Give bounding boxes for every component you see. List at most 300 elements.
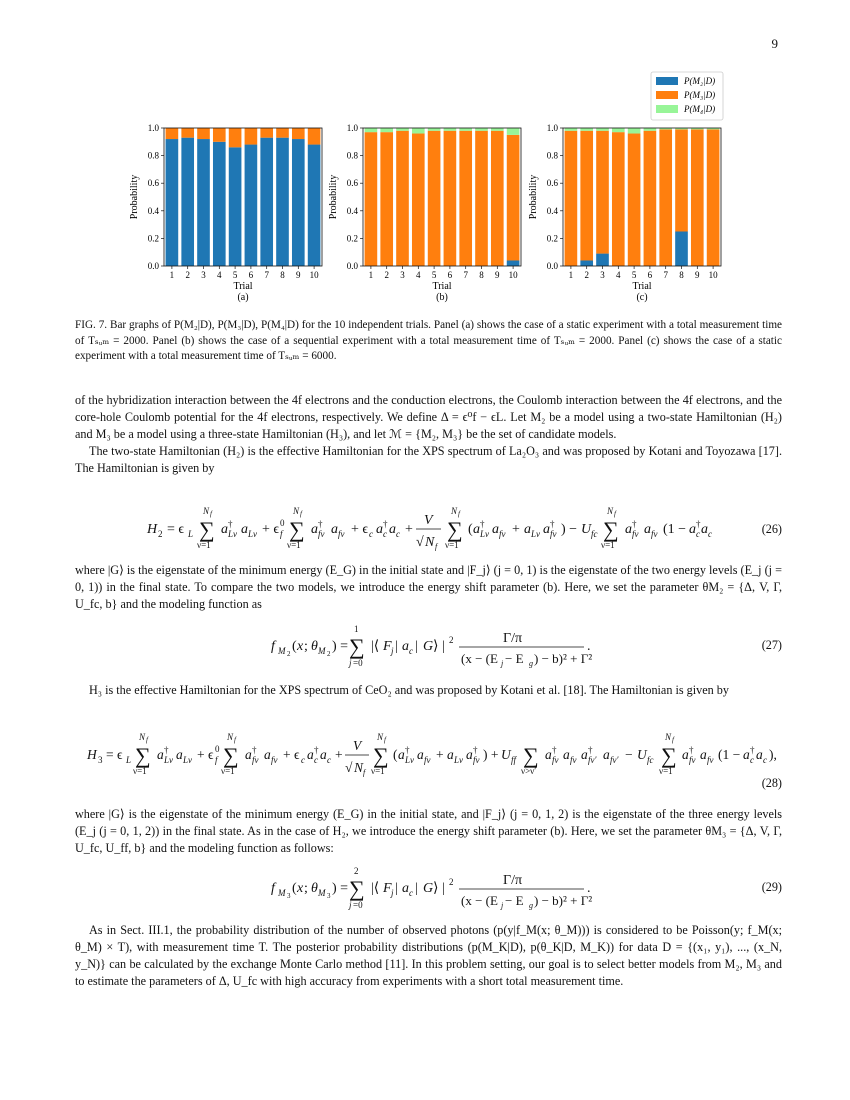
paragraph-3 bbox=[75, 682, 782, 699]
bar bbox=[659, 129, 672, 266]
svg-text:j: j bbox=[349, 658, 352, 668]
svg-text:a: a bbox=[245, 747, 252, 762]
bar bbox=[213, 142, 226, 266]
svg-text:†: † bbox=[318, 519, 323, 529]
svg-text:Lν: Lν bbox=[405, 755, 414, 765]
bar bbox=[396, 131, 409, 266]
svg-text:Lν: Lν bbox=[480, 529, 489, 539]
svg-text:g: g bbox=[529, 901, 533, 910]
svg-text:c: c bbox=[708, 529, 712, 539]
y-tick-label: 0.4 bbox=[546, 205, 558, 216]
svg-text:) =: ) = bbox=[332, 881, 349, 896]
x-tick-label: 4 bbox=[416, 270, 421, 280]
x-tick-label: 2 bbox=[185, 270, 190, 280]
svg-text:N: N bbox=[451, 506, 458, 516]
bar bbox=[675, 232, 688, 267]
x-tick-label: 7 bbox=[264, 270, 269, 280]
x-tick-label: 9 bbox=[495, 270, 500, 280]
x-tick-label: 4 bbox=[217, 270, 222, 280]
bar bbox=[197, 139, 210, 266]
svg-text:3: 3 bbox=[98, 755, 103, 765]
bar bbox=[612, 128, 625, 132]
svg-text:fν: fν bbox=[318, 529, 325, 539]
svg-text:Lν: Lν bbox=[531, 529, 540, 539]
x-tick-label: 1 bbox=[169, 270, 175, 280]
svg-text:a: a bbox=[402, 639, 409, 654]
svg-text:M: M bbox=[278, 646, 286, 656]
x-axis-label: Trial bbox=[632, 281, 652, 292]
bar bbox=[691, 129, 704, 266]
bar bbox=[580, 131, 593, 261]
svg-text:a: a bbox=[466, 747, 473, 762]
y-axis-label: Probability bbox=[129, 174, 140, 220]
svg-text:a: a bbox=[402, 881, 409, 896]
x-tick-label: 9 bbox=[695, 270, 700, 280]
legend-label: P(M₂|D) bbox=[684, 76, 716, 86]
svg-text:a: a bbox=[524, 522, 531, 537]
svg-text:a: a bbox=[311, 522, 318, 537]
svg-text:f: f bbox=[384, 736, 386, 744]
svg-text:N: N bbox=[377, 732, 384, 742]
x-tick-label: 6 bbox=[248, 270, 254, 280]
bar bbox=[276, 128, 289, 138]
x-axis-label: Trial bbox=[233, 281, 253, 292]
svg-text:a: a bbox=[644, 522, 651, 537]
svg-text:Lν: Lν bbox=[248, 529, 257, 539]
svg-text:fν: fν bbox=[707, 755, 714, 765]
svg-text:⟩ |: ⟩ | bbox=[433, 639, 445, 654]
svg-text:j: j bbox=[501, 901, 504, 910]
svg-text:+ ϵ: + ϵ bbox=[283, 747, 300, 762]
svg-text:= ϵ: = ϵ bbox=[167, 522, 185, 537]
paragraph-text: of the hybridization interaction between the 4f electrons and the conduction electrons, the Coulomb interaction between the 4f electrons, and the core-hole Coulomb potential for the 4f electrons, respectively. We define Δ = ϵ⁰f − ϵL. Let M₂ be a model using a two-state Hamiltonian (H₂) and M₃ be a model using a three-state Hamiltonian (H₃), and let ℳ = {M₂, M₃} be the set of candidate models. bbox=[75, 393, 782, 441]
svg-text:fν′: fν′ bbox=[610, 755, 619, 765]
x-tick-label: 5 bbox=[232, 270, 238, 280]
page-number: 9 bbox=[771, 36, 778, 51]
paragraph-text: where |G⟩ is the eigenstate of the minimum energy (E_G) in the initial state, and |F_j⟩ (j = 0, 1, 2) is the eigenstate of the three energy levels (E_j (j = 0, 1, 2)) in the final state. As in the case of H₂, we introduce the energy shift parameter (b). Here, we set the parameter θM₃ = {Δ, V, Γ, U_fc, U_ff, b} and the modeling function as follows: bbox=[75, 807, 782, 855]
svg-text:0: 0 bbox=[215, 744, 220, 754]
svg-text:f: f bbox=[210, 510, 212, 518]
bar bbox=[292, 139, 305, 266]
bar bbox=[260, 138, 273, 266]
bar bbox=[707, 129, 720, 266]
svg-text:f: f bbox=[234, 736, 236, 744]
svg-text:†: † bbox=[405, 745, 410, 755]
bar bbox=[596, 254, 609, 266]
svg-text:N: N bbox=[354, 760, 364, 775]
svg-text:;: ; bbox=[304, 881, 308, 896]
svg-text:M: M bbox=[318, 646, 326, 656]
legend-label: P(M₃|D) bbox=[684, 90, 716, 100]
svg-text:θ: θ bbox=[311, 881, 318, 896]
equation-number: (29) bbox=[761, 880, 782, 894]
svg-text:Lν: Lν bbox=[228, 529, 237, 539]
svg-text:fν: fν bbox=[552, 755, 559, 765]
x-tick-label: 5 bbox=[431, 270, 437, 280]
paragraph-4 bbox=[75, 806, 782, 857]
x-tick-label: 7 bbox=[463, 270, 468, 280]
svg-text:2: 2 bbox=[158, 529, 163, 539]
svg-text:+: + bbox=[335, 747, 343, 762]
bar bbox=[166, 128, 179, 139]
bar bbox=[459, 128, 472, 131]
x-tick-label: 8 bbox=[280, 270, 285, 280]
svg-text:c: c bbox=[750, 755, 754, 765]
svg-text:(: ( bbox=[393, 747, 398, 762]
x-tick-label: 3 bbox=[201, 270, 206, 280]
svg-text:∑: ∑ bbox=[223, 743, 239, 768]
svg-text:L: L bbox=[126, 755, 132, 765]
bar-chart-figure bbox=[0, 70, 850, 310]
svg-text:fν: fν bbox=[473, 755, 480, 765]
svg-text:∑: ∑ bbox=[603, 517, 619, 542]
equation-number: (27) bbox=[761, 638, 782, 652]
svg-text:(: ( bbox=[468, 522, 473, 537]
svg-text:a: a bbox=[417, 747, 424, 762]
panel-label: (c) bbox=[636, 292, 648, 303]
y-tick-label: 0.4 bbox=[147, 205, 159, 216]
svg-text:1: 1 bbox=[354, 624, 359, 634]
svg-text:F: F bbox=[383, 639, 392, 654]
bar bbox=[596, 131, 609, 254]
svg-text:f: f bbox=[614, 510, 616, 518]
svg-text:c: c bbox=[301, 755, 305, 765]
equation-28 bbox=[75, 726, 782, 796]
svg-text:|: | bbox=[415, 881, 418, 896]
svg-text:+: + bbox=[512, 522, 520, 537]
svg-text:) −: ) − bbox=[561, 522, 578, 537]
svg-text:(: ( bbox=[292, 881, 297, 896]
x-tick-label: 3 bbox=[400, 270, 405, 280]
svg-text:+: + bbox=[405, 522, 413, 537]
bar bbox=[507, 135, 520, 261]
svg-text:a: a bbox=[701, 522, 708, 537]
svg-text:(1 −: (1 − bbox=[718, 747, 741, 762]
panel-label: (b) bbox=[436, 292, 448, 303]
svg-text:√: √ bbox=[345, 760, 353, 775]
paragraph-2 bbox=[75, 562, 782, 613]
svg-text:a: a bbox=[221, 522, 228, 537]
bar bbox=[181, 128, 194, 138]
svg-text:c: c bbox=[409, 646, 413, 656]
paragraph-1 bbox=[75, 392, 782, 477]
paragraph-text: H₃ is the effective Hamiltonian for the XPS spectrum of CeO₂ and was proposed by Kotani et al. [18]. The Hamiltonian is given by bbox=[89, 683, 729, 697]
svg-text:∑: ∑ bbox=[199, 517, 215, 542]
bar bbox=[491, 128, 504, 131]
svg-text:a: a bbox=[447, 747, 454, 762]
bar bbox=[444, 128, 457, 131]
svg-text:fν: fν bbox=[570, 755, 577, 765]
equation-graphic bbox=[75, 620, 615, 672]
svg-text:a: a bbox=[689, 522, 696, 537]
svg-text:j: j bbox=[391, 888, 394, 898]
svg-text:f: f bbox=[146, 736, 148, 744]
svg-text:M: M bbox=[318, 888, 326, 898]
x-tick-label: 1 bbox=[368, 270, 374, 280]
bar bbox=[444, 131, 457, 266]
svg-text:U: U bbox=[501, 747, 511, 762]
paragraph-text: where |G⟩ is the eigenstate of the minimum energy (E_G) in the initial state and |F_j⟩ (j = 0, 1) is the eigenstate of the two energy levels (E_j (j = 0, 1)) in the final state. To compare the two models, we introduce the energy shift parameter (b). Here, we set the parameter θM₂ = {Δ, V, Γ, U_fc, b} and the modeling function as bbox=[75, 563, 782, 611]
svg-text:N: N bbox=[607, 506, 614, 516]
svg-text:a: a bbox=[176, 747, 183, 762]
svg-text:a: a bbox=[682, 747, 689, 762]
bar bbox=[565, 131, 578, 266]
svg-text:2: 2 bbox=[354, 866, 359, 876]
svg-text:a: a bbox=[581, 747, 588, 762]
y-tick-label: 0.0 bbox=[546, 261, 558, 271]
svg-text:Γ/π: Γ/π bbox=[503, 873, 523, 888]
svg-text:3: 3 bbox=[327, 892, 331, 900]
svg-text:0: 0 bbox=[280, 518, 285, 528]
bar bbox=[308, 128, 321, 145]
x-tick-label: 10 bbox=[309, 270, 319, 280]
svg-text:− E: − E bbox=[505, 893, 524, 908]
svg-text:;: ; bbox=[304, 639, 308, 654]
bar bbox=[507, 260, 520, 266]
svg-text:N: N bbox=[227, 732, 234, 742]
svg-text:†: † bbox=[689, 745, 694, 755]
bar bbox=[459, 131, 472, 266]
svg-text:†: † bbox=[480, 519, 485, 529]
svg-text:∑: ∑ bbox=[349, 876, 365, 901]
svg-text:F: F bbox=[383, 881, 392, 896]
bar bbox=[276, 138, 289, 266]
svg-text:∑: ∑ bbox=[135, 743, 151, 768]
svg-text:a: a bbox=[563, 747, 570, 762]
x-tick-label: 6 bbox=[447, 270, 453, 280]
y-tick-label: 0.2 bbox=[346, 233, 358, 244]
bar bbox=[565, 128, 578, 131]
svg-text:) +: ) + bbox=[483, 747, 499, 762]
svg-text:fν: fν bbox=[271, 755, 278, 765]
svg-text:M: M bbox=[278, 888, 286, 898]
svg-text:2: 2 bbox=[449, 877, 454, 887]
svg-text:a: a bbox=[376, 522, 383, 537]
svg-text:Lν: Lν bbox=[183, 755, 192, 765]
x-tick-label: 2 bbox=[384, 270, 389, 280]
svg-text:=0: =0 bbox=[353, 900, 363, 910]
svg-text:a: a bbox=[398, 747, 405, 762]
x-tick-label: 8 bbox=[679, 270, 684, 280]
bar bbox=[675, 129, 688, 231]
svg-text:3: 3 bbox=[287, 892, 291, 900]
svg-text:∑: ∑ bbox=[373, 743, 389, 768]
svg-text:(: ( bbox=[292, 639, 297, 654]
svg-text:fν′: fν′ bbox=[588, 755, 597, 765]
y-axis-label: Probability bbox=[328, 174, 339, 220]
svg-text:†: † bbox=[552, 745, 557, 755]
svg-text:V: V bbox=[353, 738, 362, 753]
x-tick-label: 1 bbox=[568, 270, 574, 280]
svg-text:= ϵ: = ϵ bbox=[106, 747, 123, 762]
x-tick-label: 6 bbox=[647, 270, 653, 280]
y-tick-label: 0.0 bbox=[346, 261, 358, 271]
svg-text:†: † bbox=[632, 519, 637, 529]
svg-text:+ ϵ: + ϵ bbox=[351, 522, 369, 537]
svg-text:U: U bbox=[581, 522, 592, 537]
equation-27 bbox=[75, 620, 782, 672]
paragraph-text: The two-state Hamiltonian (H₂) is the effective Hamiltonian for the XPS spectrum of La₂O₃ and was proposed by Kotani and Toyozawa [17]. The Hamiltonian is given by bbox=[75, 444, 782, 475]
svg-text:Lν: Lν bbox=[164, 755, 173, 765]
bar bbox=[628, 134, 641, 266]
bar bbox=[596, 128, 609, 131]
svg-text:−: − bbox=[625, 747, 633, 762]
bar bbox=[412, 134, 425, 266]
svg-text:f: f bbox=[280, 529, 283, 539]
svg-text:ν=1: ν=1 bbox=[659, 766, 673, 776]
svg-text:a: a bbox=[307, 747, 314, 762]
svg-text:fν: fν bbox=[550, 529, 557, 539]
svg-text:a: a bbox=[756, 747, 763, 762]
x-tick-label: 8 bbox=[479, 270, 484, 280]
svg-text:ν=1: ν=1 bbox=[601, 540, 615, 550]
x-tick-label: 7 bbox=[663, 270, 668, 280]
svg-text:) − b)² + Γ²: ) − b)² + Γ² bbox=[534, 651, 593, 666]
svg-text:|⟨: |⟨ bbox=[371, 881, 380, 896]
svg-text:fc: fc bbox=[591, 529, 598, 539]
bar bbox=[380, 128, 393, 132]
y-tick-label: 0.0 bbox=[147, 261, 159, 271]
svg-text:ν=1: ν=1 bbox=[133, 766, 147, 776]
y-tick-label: 0.8 bbox=[546, 150, 558, 161]
svg-text:f: f bbox=[271, 881, 275, 896]
svg-text:fν: fν bbox=[499, 529, 506, 539]
svg-text:f: f bbox=[363, 768, 366, 777]
svg-text:+: + bbox=[436, 747, 444, 762]
svg-text:f: f bbox=[215, 755, 218, 765]
x-tick-label: 10 bbox=[508, 270, 518, 280]
y-axis-label: Probability bbox=[528, 174, 539, 220]
svg-text:a: a bbox=[157, 747, 164, 762]
bar bbox=[380, 132, 393, 266]
svg-text:) =: ) = bbox=[332, 639, 349, 654]
bar bbox=[428, 128, 441, 131]
svg-text:c: c bbox=[409, 888, 413, 898]
svg-text:c: c bbox=[383, 529, 387, 539]
svg-text:+ ϵ: + ϵ bbox=[197, 747, 214, 762]
svg-text:V: V bbox=[424, 513, 433, 528]
bar bbox=[166, 139, 179, 266]
svg-text:a: a bbox=[545, 747, 552, 762]
bar bbox=[229, 128, 242, 147]
panel-label: (a) bbox=[237, 292, 249, 303]
y-tick-label: 1.0 bbox=[346, 123, 358, 133]
svg-text:− E: − E bbox=[505, 651, 524, 666]
bar bbox=[365, 128, 378, 132]
svg-text:N: N bbox=[139, 732, 146, 742]
svg-text:c: c bbox=[696, 529, 700, 539]
svg-text:j: j bbox=[501, 659, 504, 668]
svg-text:L: L bbox=[188, 529, 194, 539]
equation-29 bbox=[75, 862, 782, 914]
svg-text:a: a bbox=[700, 747, 707, 762]
y-tick-label: 0.2 bbox=[147, 233, 159, 244]
x-tick-label: 2 bbox=[584, 270, 589, 280]
svg-text:c: c bbox=[763, 755, 767, 765]
svg-text:a: a bbox=[492, 522, 499, 537]
svg-text:|: | bbox=[395, 639, 398, 654]
svg-text:N: N bbox=[425, 535, 435, 550]
bar bbox=[491, 131, 504, 266]
svg-text:fν: fν bbox=[252, 755, 259, 765]
bar bbox=[245, 128, 258, 145]
svg-text:a: a bbox=[241, 522, 248, 537]
bar bbox=[245, 145, 258, 266]
svg-text:|: | bbox=[415, 639, 418, 654]
svg-text:Γ/π: Γ/π bbox=[503, 631, 523, 646]
x-tick-label: 10 bbox=[708, 270, 718, 280]
svg-text:a: a bbox=[473, 522, 480, 537]
y-tick-label: 0.6 bbox=[546, 178, 558, 189]
svg-text:c: c bbox=[314, 755, 318, 765]
svg-text:∑: ∑ bbox=[661, 743, 677, 768]
svg-text:=0: =0 bbox=[353, 658, 363, 668]
svg-text:a: a bbox=[543, 522, 550, 537]
bar bbox=[580, 260, 593, 266]
svg-text:†: † bbox=[550, 519, 555, 529]
y-tick-label: 1.0 bbox=[546, 123, 558, 133]
bar bbox=[612, 132, 625, 266]
svg-text:†: † bbox=[750, 745, 755, 755]
svg-text:⟩ |: ⟩ | bbox=[433, 881, 445, 896]
svg-text:j: j bbox=[391, 646, 394, 656]
svg-text:†: † bbox=[314, 745, 319, 755]
svg-text:a: a bbox=[743, 747, 750, 762]
figure-caption: FIG. 7. Bar graphs of P(M₂|D), P(M₃|D), P(M₄|D) for the 10 independent trials. Panel (a) shows the case of a static experiment with a total measurement time of Tₛᵤₘ = 2000. Panel (b) shows the case of a sequential experiment with a total measurement time of Tₛᵤₘ = 2000. Panel (c) shows the case of a static experiment with a total measurement time of Tₛᵤₘ = 6000. bbox=[75, 319, 782, 362]
svg-text:) − b)² + Γ²: ) − b)² + Γ² bbox=[534, 893, 593, 908]
svg-text:H: H bbox=[147, 522, 158, 537]
svg-text:2: 2 bbox=[449, 635, 454, 645]
bar bbox=[292, 128, 305, 139]
bar bbox=[580, 128, 593, 131]
svg-text:fν: fν bbox=[651, 529, 658, 539]
x-tick-label: 5 bbox=[631, 270, 637, 280]
svg-text:x: x bbox=[297, 881, 304, 896]
svg-text:fν: fν bbox=[632, 529, 639, 539]
svg-text:x: x bbox=[297, 639, 304, 654]
equation-graphic bbox=[75, 726, 782, 784]
y-tick-label: 0.2 bbox=[546, 233, 558, 244]
svg-text:G: G bbox=[423, 639, 434, 654]
svg-text:ν=1: ν=1 bbox=[371, 766, 385, 776]
y-tick-label: 0.8 bbox=[346, 150, 358, 161]
equation-number: (26) bbox=[761, 522, 782, 536]
svg-text:fν: fν bbox=[338, 529, 345, 539]
bar bbox=[229, 147, 242, 266]
svg-text:ν=1: ν=1 bbox=[197, 540, 211, 550]
x-tick-label: 4 bbox=[616, 270, 621, 280]
bar bbox=[507, 128, 520, 135]
svg-text:N: N bbox=[293, 506, 300, 516]
svg-text:c: c bbox=[327, 755, 331, 765]
svg-text:fν: fν bbox=[689, 755, 696, 765]
svg-text:†: † bbox=[383, 519, 388, 529]
svg-text:ν=1: ν=1 bbox=[287, 540, 301, 550]
figure-7 bbox=[0, 70, 850, 310]
legend-label: P(M₄|D) bbox=[684, 104, 716, 114]
paragraph-5 bbox=[75, 922, 782, 990]
svg-text:2: 2 bbox=[287, 650, 291, 658]
bar bbox=[475, 131, 488, 266]
y-tick-label: 0.4 bbox=[346, 205, 358, 216]
bar bbox=[260, 128, 273, 138]
bar bbox=[213, 128, 226, 142]
svg-text:|: | bbox=[395, 881, 398, 896]
svg-text:ff: ff bbox=[511, 755, 517, 765]
y-tick-label: 0.6 bbox=[346, 178, 358, 189]
bar bbox=[628, 128, 641, 134]
bar bbox=[412, 128, 425, 134]
